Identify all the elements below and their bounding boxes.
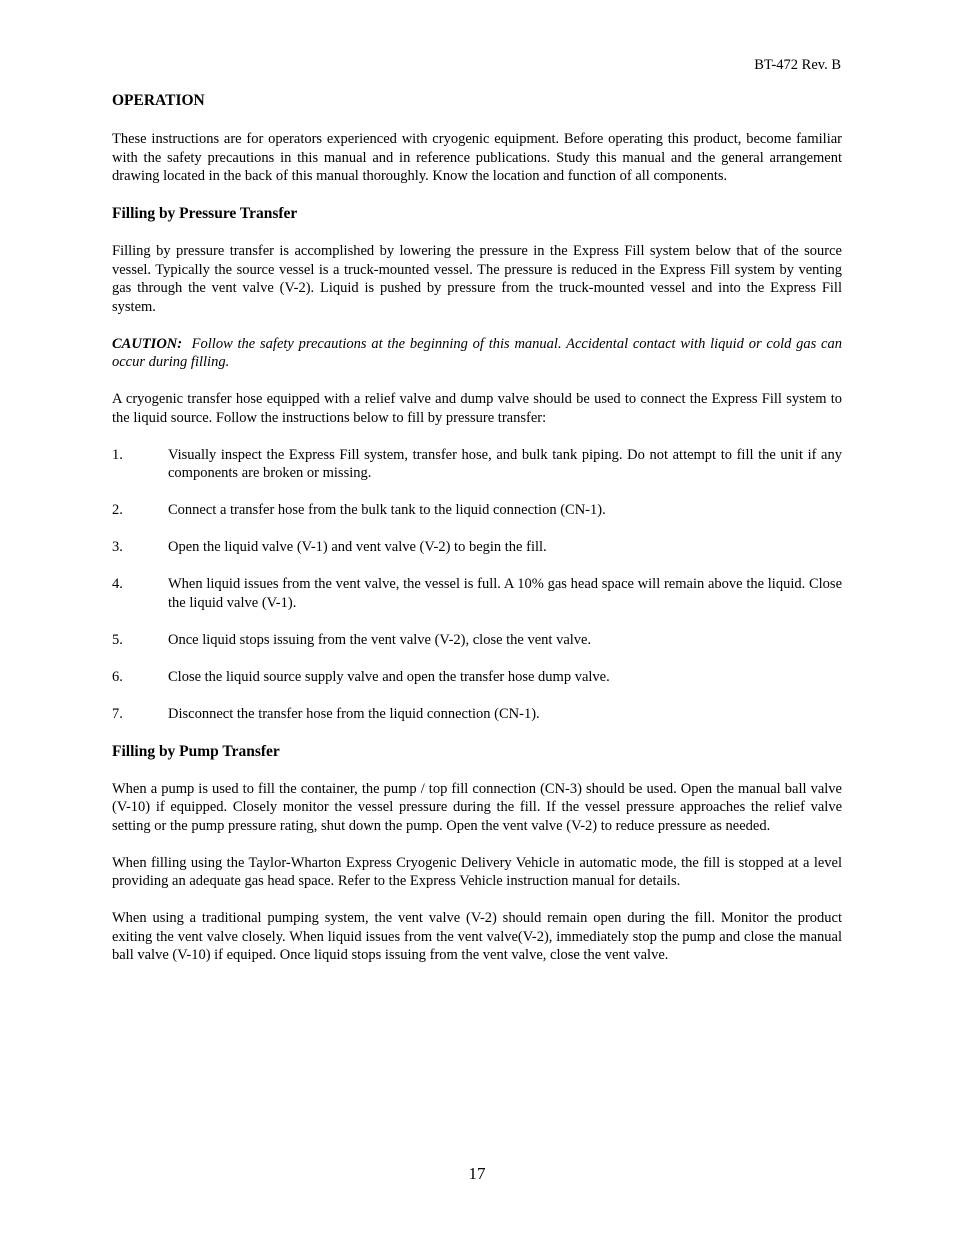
pump-transfer-paragraph: When a pump is used to fill the container, the pump / top fill connection (CN-3) should be used. Open the manual ball valve (V-10) if equipped. Closely monitor the vessel pressure during the fill. If the vessel pressure approaches the relief valve setting or the pump pressure rating, shut down the pump. Open the vent valve (V-2) to reduce pressure as needed.: [112, 780, 842, 834]
step-item: [112, 575, 842, 612]
step-number: 1.: [112, 446, 123, 463]
pressure-transfer-intro-paragraph: Filling by pressure transfer is accomplished by lowering the pressure in the Express Fill system below that of the source vessel. Typically the source vessel is a truck-mounted vessel. The pressure is reduced in the Express Fill system by venting gas through the vent valve (V-2). Liquid is pushed by pressure from the truck-mounted vessel and into the Express Fill system.: [112, 243, 842, 315]
page-number: 17: [468, 1164, 486, 1183]
pump-transfer-heading: Filling by Pump Transfer: [112, 742, 280, 760]
caution-label: CAUTION:: [112, 335, 183, 352]
step-number: 2.: [112, 502, 123, 518]
step-text: Disconnect the transfer hose from the liquid connection (CN-1).: [168, 705, 540, 722]
operation-intro-paragraph: These instructions are for operators experienced with cryogenic equipment. Before operating this product, become familiar with the safety precautions in this manual and in reference publications. Study this manual and the general arrangement drawing located in the back of this manual thoroughly. Know the location and function of all components.: [112, 131, 842, 184]
step-item: [112, 538, 842, 557]
step-text: Close the liquid source supply valve and open the transfer hose dump valve.: [168, 668, 610, 685]
step-item: [112, 631, 842, 650]
step-text: Visually inspect the Express Fill system, transfer hose, and bulk tank piping. Do not attempt to fill the unit if any components are broken or missing.: [168, 446, 842, 481]
step-number: 4.: [112, 576, 123, 592]
pressure-transfer-heading: Filling by Pressure Transfer: [112, 205, 298, 222]
page-content: [112, 91, 842, 983]
step-item: [112, 668, 842, 687]
step-number: 7.: [112, 705, 123, 722]
step-number: 3.: [112, 539, 123, 555]
operation-heading: OPERATION: [112, 92, 205, 109]
step-text: Connect a transfer hose from the bulk tank to the liquid connection (CN-1).: [168, 502, 606, 518]
step-text: Open the liquid valve (V-1) and vent valve (V-2) to begin the fill.: [168, 539, 547, 555]
step-number: 5.: [112, 631, 123, 648]
caution-note: [112, 335, 842, 372]
hose-instructions-paragraph: A cryogenic transfer hose equipped with a relief valve and dump valve should be used to connect the Express Fill system to the liquid source. Follow the instructions below to fill by pressure transfer:: [112, 391, 842, 426]
step-item: [112, 705, 842, 724]
document-id: BT-472 Rev. B: [754, 57, 841, 73]
step-item: [112, 446, 842, 483]
step-text: When liquid issues from the vent valve, the vessel is full. A 10% gas head space will remain above the liquid. Close the liquid valve (V-1).: [168, 576, 842, 611]
step-item: [112, 501, 842, 520]
step-text: Once liquid stops issuing from the vent valve (V-2), close the vent valve.: [168, 631, 592, 648]
pump-transfer-paragraph: When filling using the Taylor-Wharton Express Cryogenic Delivery Vehicle in automatic mode, the fill is stopped at a level providing an adequate gas head space. Refer to the Express Vehicle instruction manual for details.: [112, 854, 842, 889]
pressure-transfer-steps: [112, 446, 842, 724]
pump-transfer-paragraph: When using a traditional pumping system, the vent valve (V-2) should remain open during the fill. Monitor the product exiting the vent valve closely. When liquid issues from the vent valve(V-2), immediately stop the pump and close the manual ball valve (V-10) if equiped. Once liquid stops issuing from the vent valve, close the vent valve.: [112, 910, 842, 963]
step-number: 6.: [112, 668, 123, 685]
caution-text: Follow the safety precautions at the beginning of this manual. Accidental contact with liquid or cold gas can occur during filling.: [112, 335, 842, 370]
